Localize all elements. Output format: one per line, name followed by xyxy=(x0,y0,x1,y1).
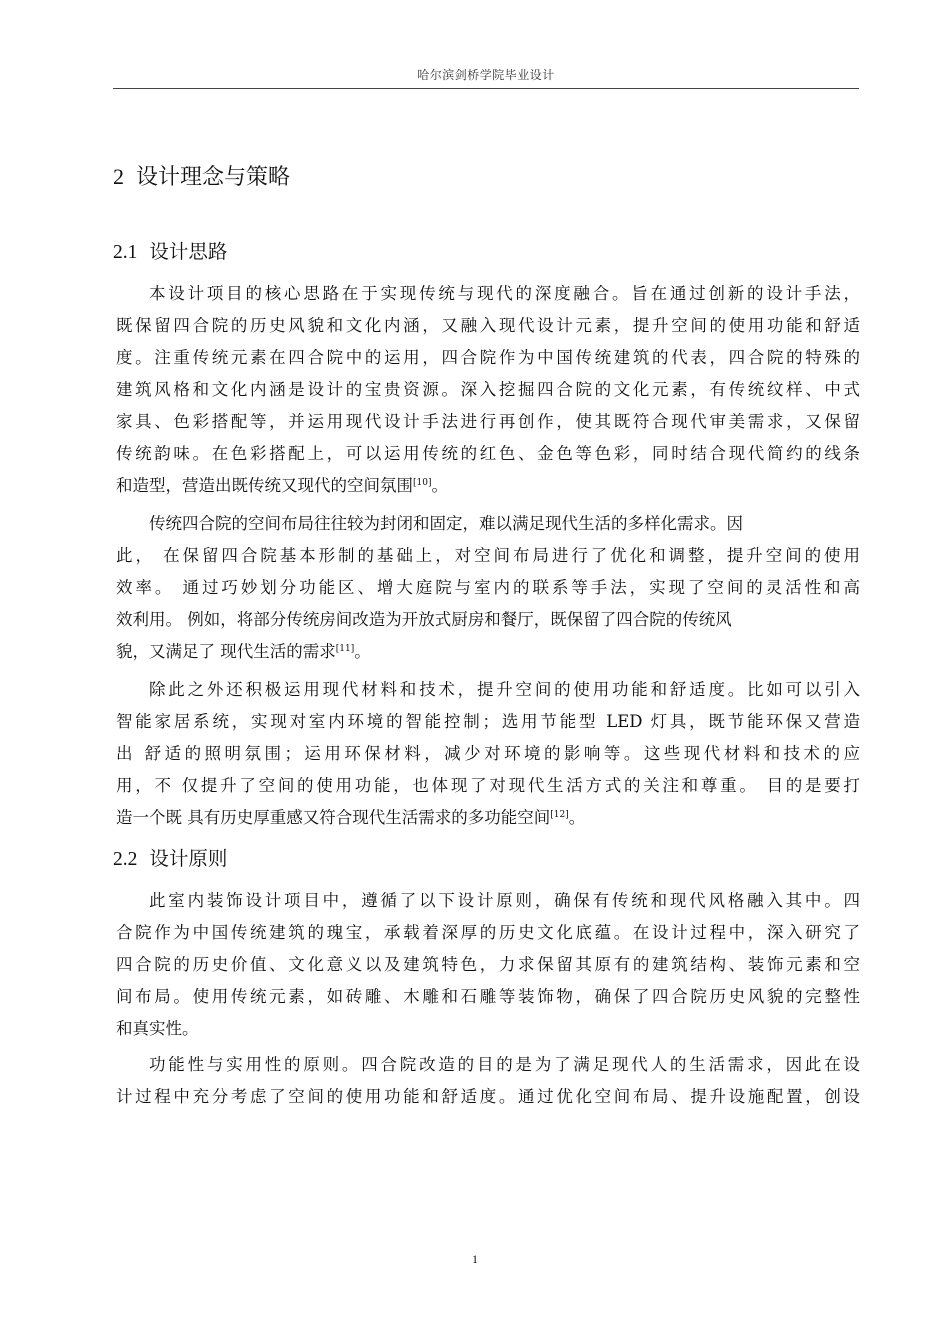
text-line: 传统韵味。在色彩搭配上，可以运用传统的红色、金色等色彩，同时结合现代简约的线条 xyxy=(116,444,860,463)
text-line: 家具、色彩搭配等，并运用现代设计手法进行再创作，使其既符合现代审美需求，又保留 xyxy=(116,412,860,431)
citation-ref: [10] xyxy=(413,478,432,488)
text-line-last xyxy=(116,802,860,834)
text-line: 貌，又满足了 现代生活的需求 xyxy=(116,642,336,661)
sentence-end: 。 xyxy=(568,808,586,827)
text-line: 既保留四合院的历史风貌和文化内涵，又融入现代设计元素，提升空间的使用功能和舒适 xyxy=(116,316,860,335)
citation-ref: [11] xyxy=(335,644,355,654)
text-line: 四合院的历史价值、文化意义以及建筑特色，力求保留其原有的建筑结构、装饰元素和空 xyxy=(116,955,860,974)
sentence-end: 。 xyxy=(354,642,371,661)
section-heading-2-1 xyxy=(113,236,227,264)
section-heading-2-2 xyxy=(113,843,227,871)
text-line: 和造型，营造出既传统又现代的空间氛围 xyxy=(116,476,413,495)
text-line: 度。注重传统元素在四合院中的运用，四合院作为中国传统建筑的代表，四合院的特殊的 xyxy=(116,348,860,367)
text-line: 和真实性。 xyxy=(116,1019,199,1038)
header-divider xyxy=(113,88,859,89)
text-line: 出 舒适的照明氛围；运用环保材料，减少对环境的影响等。这些现代材料和技术的应 xyxy=(116,744,860,763)
text-line: 除此之外还积极运用现代材料和技术，提升空间的使用功能和舒适度。比如可以引入 xyxy=(149,680,860,699)
text-line-last xyxy=(116,470,860,502)
paragraph-functionality xyxy=(116,1049,860,1113)
text-line: 间布局。使用传统元素，如砖雕、木雕和石雕等装饰物，确保了四合院历史风貌的完整性 xyxy=(116,987,860,1006)
paragraph-spatial-layout xyxy=(116,508,860,668)
paragraph-modern-materials xyxy=(116,674,860,834)
paragraph-design-approach xyxy=(116,278,860,502)
text-line: 此， 在保留四合院基本形制的基础上，对空间布局进行了优化和调整，提升空间的使用 xyxy=(116,546,860,565)
section-number: 2.2 xyxy=(113,849,138,870)
chapter-title: 设计理念与策略 xyxy=(136,165,291,190)
page-number: 1 xyxy=(472,1252,478,1266)
text-line: 此室内装饰设计项目中，遵循了以下设计原则，确保有传统和现代风格融入其中。四 xyxy=(149,891,860,910)
text-line-last xyxy=(116,636,860,668)
text-line: 用，不 仅提升了空间的使用功能，也体现了对现代生活方式的关注和尊重。 目的是要打 xyxy=(116,776,860,795)
running-header: 哈尔滨剑桥学院毕业设计 xyxy=(417,68,555,82)
text-line: 合院作为中国传统建筑的瑰宝，承载着深厚的历史文化底蕴。在设计过程中，深入研究了 xyxy=(116,923,860,942)
chapter-heading xyxy=(113,160,290,191)
chapter-number: 2 xyxy=(113,164,124,189)
text-line: 效利用。 例如，将部分传统房间改造为开放式厨房和餐厅，既保留了四合院的传统风 xyxy=(116,610,732,629)
text-line: 功能性与实用性的原则。四合院改造的目的是为了满足现代人的生活需求，因此在设 xyxy=(149,1055,860,1074)
section-title: 设计原则 xyxy=(149,847,228,870)
text-line: 传统四合院的空间布局往往较为封闭和固定，难以满足现代生活的多样化需求。因 xyxy=(149,514,743,533)
sentence-end: 。 xyxy=(431,476,448,495)
text-line: 造一个既 具有历史厚重感又符合现代生活需求的多功能空间 xyxy=(116,808,551,827)
section-number: 2.1 xyxy=(113,242,138,263)
paragraph-design-principles xyxy=(116,885,860,1045)
citation-ref: [12] xyxy=(550,810,569,820)
text-line: 效率。 通过巧妙划分功能区、增大庭院与室内的联系等手法，实现了空间的灵活性和高 xyxy=(116,578,860,597)
section-title: 设计思路 xyxy=(149,240,228,263)
text-line: 计过程中充分考虑了空间的使用功能和舒适度。通过优化空间布局、提升设施配置，创设 xyxy=(116,1087,860,1106)
text-line: 智能家居系统，实现对室内环境的智能控制；选用节能型 LED 灯具，既节能环保又营造 xyxy=(116,712,860,731)
text-line: 建筑风格和文化内涵是设计的宝贵资源。深入挖掘四合院的文化元素，有传统纹样、中式 xyxy=(116,380,860,399)
text-line: 本设计项目的核心思路在于实现传统与现代的深度融合。旨在通过创新的设计手法， xyxy=(149,284,860,303)
